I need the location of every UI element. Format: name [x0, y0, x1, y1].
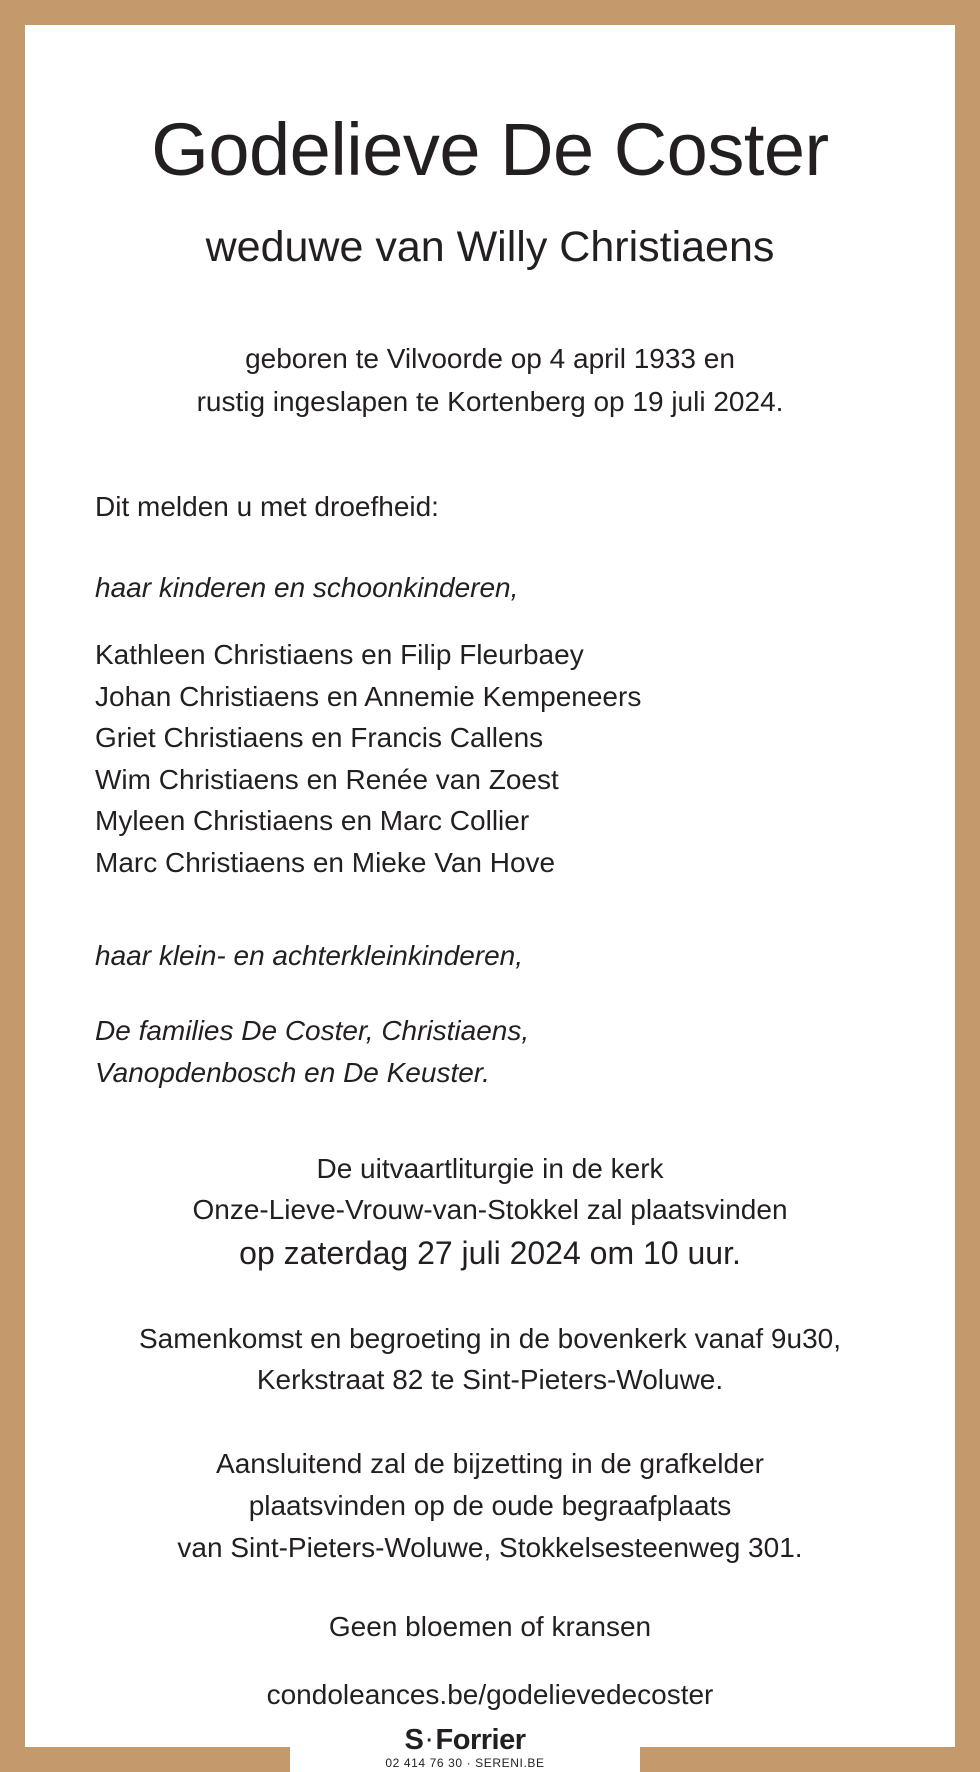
funeral-church-line: Onze-Lieve-Vrouw-van-Stokkel zal plaatsvinden [192, 1194, 788, 1225]
gathering-address-line: Kerkstraat 82 te Sint-Pieters-Woluwe. [256, 1364, 724, 1395]
burial-block [25, 1443, 955, 1569]
funeral-line: De uitvaartliturgie in de kerk [316, 1153, 664, 1184]
brand-dot: · [426, 1730, 433, 1753]
burial-line: plaatsvinden op de oude begraafplaats [248, 1490, 732, 1521]
condolence-link[interactable]: condoleances.be/godelievedecoster [266, 1679, 714, 1710]
list-item: Myleen Christiaens en Marc Collier [95, 805, 530, 836]
brand-initial: S [404, 1724, 424, 1756]
widow-of-line: weduwe van Willy Christiaens [205, 223, 775, 271]
funeral-home-logo [290, 1722, 640, 1772]
list-item: Kathleen Christiaens en Filip Fleurbaey [95, 639, 584, 670]
funeral-home-contact [290, 1756, 640, 1770]
families-line: De families De Coster, Christiaens, [95, 1015, 530, 1046]
birth-death-dates [25, 337, 955, 423]
no-flowers-note: Geen bloemen of kransen [328, 1611, 652, 1642]
announcement-line: Dit melden u met droefheid: [95, 491, 439, 522]
list-item: Marc Christiaens en Mieke Van Hove [95, 846, 556, 878]
families-block [95, 1010, 529, 1094]
burial-address-line: van Sint-Pieters-Woluwe, Stokkelsesteenweg 301. [177, 1532, 803, 1563]
list-item: Griet Christiaens en Francis Callens [95, 722, 544, 753]
children-list [95, 634, 641, 883]
funeral-date-line: op zaterdag 27 juli 2024 om 10 uur. [239, 1235, 741, 1271]
children-heading: haar kinderen en schoonkinderen, [95, 572, 519, 603]
burial-line: Aansluitend zal de bijzetting in de grafkelder [216, 1448, 764, 1479]
list-item: Johan Christiaens en Annemie Kempeneers [95, 680, 642, 712]
funeral-home-brand [290, 1724, 640, 1757]
birth-line: geboren te Vilvoorde op 4 april 1933 en [245, 343, 735, 374]
list-item: Wim Christiaens en Renée van Zoest [95, 763, 559, 795]
contact-separator: · [466, 1756, 472, 1770]
gathering-line: Samenkomst en begroeting in de bovenkerk vanaf 9u30, [138, 1323, 841, 1354]
grandchildren-heading: haar klein- en achterkleinkinderen, [95, 940, 524, 971]
deceased-name: Godelieve De Coster [151, 108, 829, 191]
families-line: Vanopdenbosch en De Keuster. [95, 1057, 490, 1088]
funeral-home-phone: 02 414 76 30 [385, 1756, 463, 1770]
funeral-home-website: SERENI.BE [475, 1756, 545, 1770]
funeral-service-block [25, 1148, 955, 1276]
brand-name: Forrier [435, 1724, 526, 1756]
obituary-card [25, 25, 955, 1747]
gathering-block [25, 1318, 955, 1400]
death-line: rustig ingeslapen te Kortenberg op 19 juli 2024. [196, 386, 784, 417]
